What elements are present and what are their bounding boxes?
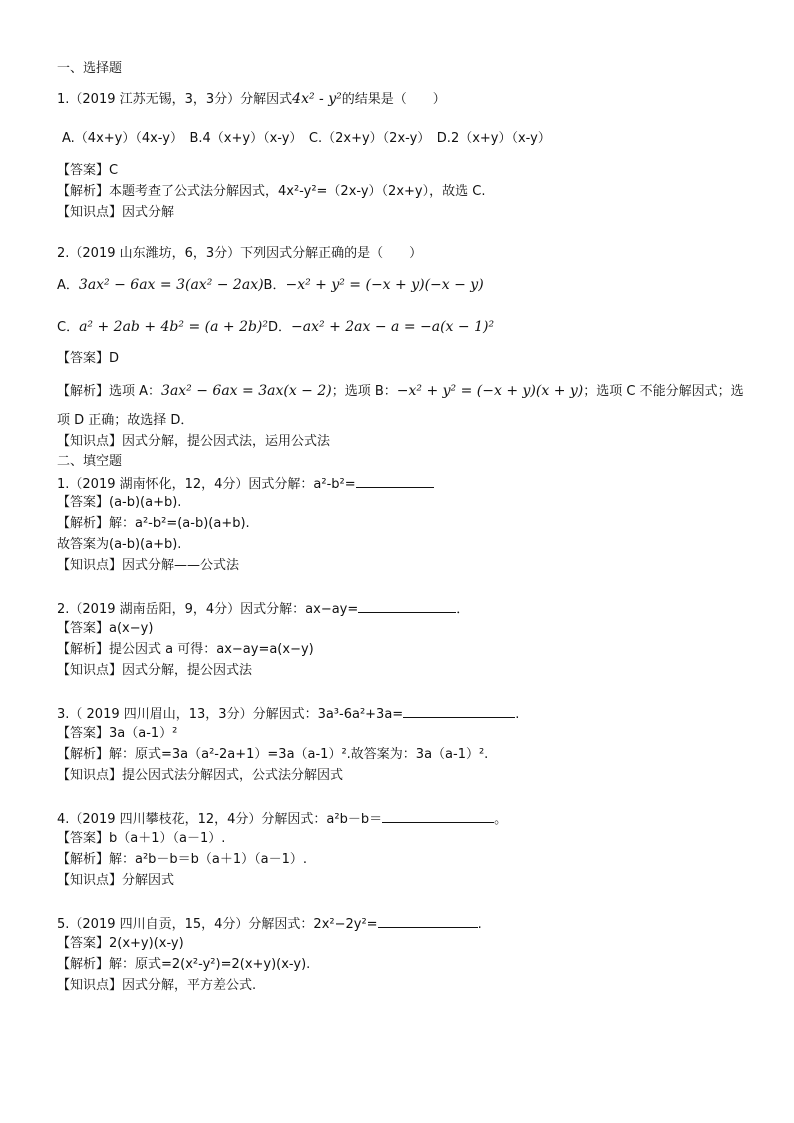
f1-stem [57,474,434,494]
f4-analysis: 【解析】解：a²b－b＝b（a＋1）（a－1）. [57,852,308,867]
f2-stem-text: 2.（2019 湖南岳阳，9，4分）因式分解：ax−ay= [57,602,359,617]
f2-analysis: 【解析】提公因式 a 可得：ax−ay=a(x−y) [57,642,314,657]
q2-analysis-line1 [57,382,744,401]
q2-options-ab [57,276,484,295]
q1-answer: 【答案】C [57,163,119,178]
q1-stem-prefix: 1.（2019 江苏无锡，3，3分）分解因式 [57,92,293,107]
f5-answer: 【答案】2(x+y)(x-y) [57,936,184,951]
f4-answer: 【答案】b（a＋1）（a－1）. [57,831,226,846]
q2-analysis-c: ；选项 B： [331,384,397,399]
f3-answer: 【答案】3a（a-1）² [57,726,178,741]
f3-knowledge: 【知识点】提公因式法分解因式，公式法分解因式 [57,768,344,783]
f3-stem-end: . [515,707,520,722]
f2-answer: 【答案】a(x−y) [57,621,154,636]
f5-stem-end: . [477,917,482,932]
f4-answer-blank [382,809,494,823]
f3-answer-blank [403,704,515,718]
f2-stem [57,599,469,619]
q2-stem: 2.（2019 山东潍坊，6，3分）下列因式分解正确的是（ ） [57,246,423,261]
q2-analysis-b: 3ax² − 6ax = 3ax(x − 2) [161,383,332,399]
section-title-choice: 一、选择题 [57,61,123,76]
f1-analysis: 【解析】解：a²-b²=(a-b)(a+b). [57,516,250,531]
f5-knowledge: 【知识点】因式分解，平方差公式. [57,978,257,993]
q2-analysis-e: ；选项 C 不能分解因式；选 [583,384,744,399]
f1-answer: 【答案】(a-b)(a+b). [57,495,182,510]
q1-stem-suffix: 的结果是（ ） [341,92,446,107]
q2-answer: 【答案】D [57,351,120,366]
q1-stem [57,90,446,109]
f3-analysis: 【解析】解：原式=3a（a²-2a+1）=3a（a-1）².故答案为：3a（a-1）². [57,747,489,762]
q1-options: A.（4x+y）（4x-y） B.4（x+y）（x-y） C.（2x+y）（2x-y） D.2（x+y）（x-y） [62,131,551,146]
f4-knowledge: 【知识点】分解因式 [57,873,175,888]
f4-stem-end: 。 [494,812,508,827]
f4-stem-text: 4.（2019 四川攀枝花，12，4分）分解因式：a²b－b＝ [57,812,383,827]
f4-stem [57,809,507,829]
q2-analysis-a: 【解析】选项 A： [57,384,162,399]
q2-optC: a² + 2ab + 4b² = (a + 2b)² [79,319,269,335]
section-title-fill: 二、填空题 [57,454,123,469]
f2-answer-blank [358,599,456,613]
f1-conclusion: 故答案为(a-b)(a+b). [57,537,182,552]
f3-stem [57,704,519,724]
f3-stem-text: 3.（ 2019 四川眉山，13，3分）分解因式：3a³-6a²+3a= [57,707,404,722]
q2-analysis-line2: 项 D 正确；故选择 D． [57,413,194,428]
q2-optA-label: A． [57,278,79,293]
q2-knowledge: 【知识点】因式分解，提公因式法，运用公式法 [57,434,331,449]
q2-optD: −ax² + 2ax − a = −a(x − 1)² [291,319,495,335]
f5-stem [57,914,482,934]
q2-optA: 3ax² − 6ax = 3(ax² − 2ax) [78,277,264,293]
f2-stem-end: ． [456,602,470,617]
q2-options-cd [57,318,494,337]
q1-stem-expr: 4x² - y² [292,91,342,107]
f1-stem-text: 1.（2019 湖南怀化，12，4分）因式分解：a²-b²= [57,477,356,492]
q2-optB: −x² + y² = (−x + y)(−x − y) [285,277,484,293]
q2-optB-label: B． [263,278,286,293]
f2-knowledge: 【知识点】因式分解，提公因式法 [57,663,253,678]
q1-analysis: 【解析】本题考查了公式法分解因式，4x²-y²=（2x-y）（2x+y），故选 C. [57,184,486,199]
f5-answer-blank [378,914,478,928]
q2-analysis-d: −x² + y² = (−x + y)(x + y) [396,383,584,399]
q2-optC-label: C． [57,320,80,335]
q1-knowledge: 【知识点】因式分解 [57,205,175,220]
q2-optD-label: D． [268,320,292,335]
f1-knowledge: 【知识点】因式分解——公式法 [57,558,240,573]
f1-answer-blank [356,474,434,488]
f5-analysis: 【解析】解：原式=2(x²-y²)=2(x+y)(x-y). [57,957,311,972]
f5-stem-text: 5.（2019 四川自贡，15，4分）分解因式：2x²−2y²= [57,917,378,932]
